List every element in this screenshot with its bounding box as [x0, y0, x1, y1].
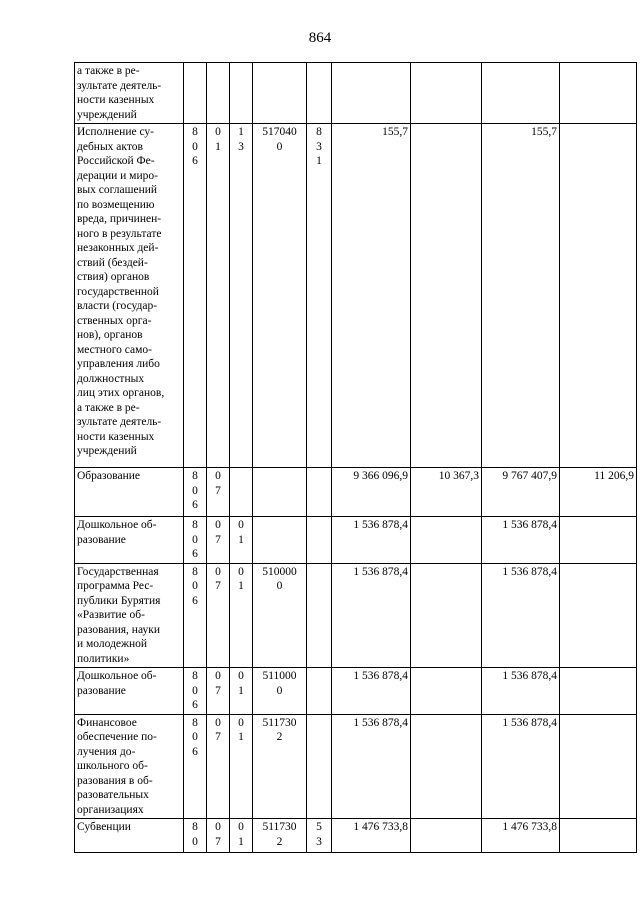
subsection-code-cell	[230, 563, 253, 668]
row-name-line: организациях	[77, 803, 144, 816]
grbs-code-char: 0	[192, 684, 198, 697]
amount-cell-4	[560, 517, 637, 564]
row-name-line: ствий (бездей-	[77, 256, 148, 269]
grbs-code-char: 6	[192, 699, 198, 711]
expense-type-cell	[307, 819, 332, 853]
amount-cell-3: 1 536 878,4	[482, 668, 560, 715]
row-name-line: ствия) органов	[77, 271, 150, 283]
row-name-line: политики»	[77, 652, 130, 665]
subsection-code-char: 1	[238, 835, 244, 848]
row-name-line: «Развитие об-	[77, 609, 145, 621]
expense-type-cell	[307, 668, 332, 715]
table-row	[75, 124, 637, 468]
amount-cell-4	[560, 124, 637, 468]
table-row	[75, 563, 637, 668]
section-code-cell	[207, 714, 230, 819]
grbs-code-char: 8	[192, 821, 198, 833]
target-article-cell	[253, 563, 307, 668]
section-code-cell	[207, 563, 230, 668]
section-code-char: 0	[215, 470, 221, 482]
row-name-line: лучения до-	[77, 745, 136, 758]
section-code-cell	[207, 63, 230, 124]
row-name-cell	[75, 819, 184, 853]
subsection-code-char: 1	[238, 533, 244, 546]
grbs-code-char: 8	[192, 565, 198, 578]
row-name-line: должностных	[77, 372, 145, 385]
row-name-line: ственных орга-	[77, 314, 152, 327]
subsection-code-char: 0	[238, 821, 244, 833]
target-article-cell	[253, 468, 307, 517]
section-code-char: 0	[215, 519, 221, 531]
section-code-char: 7	[215, 533, 221, 546]
target-article-cell	[253, 124, 307, 468]
grbs-code-cell	[184, 714, 207, 819]
target-article-char: 2	[276, 835, 283, 848]
expense-type-cell	[307, 63, 332, 124]
budget-table	[74, 62, 637, 853]
amount-cell-1: 1 536 878,4	[332, 714, 411, 819]
row-name-line: власти (государ-	[77, 300, 158, 312]
subsection-code-char: 1	[238, 580, 244, 592]
row-name-line: Дошкольное об-	[77, 519, 157, 531]
target-article-cell	[253, 517, 307, 564]
section-code-char: 0	[215, 716, 221, 729]
section-code-char: 7	[215, 835, 221, 848]
expense-type-char: 3	[316, 140, 322, 153]
table-row	[75, 63, 637, 124]
grbs-code-cell	[184, 124, 207, 468]
table-row	[75, 819, 637, 853]
subsection-code-cell	[230, 819, 253, 853]
target-article-char: 511730	[262, 821, 297, 833]
subsection-code-cell	[230, 468, 253, 517]
row-name-line: учреждений	[77, 445, 137, 457]
row-name-line: Субвенции	[77, 821, 131, 833]
row-name-line: местного само-	[77, 343, 152, 356]
row-name-line: по возмещению	[77, 198, 155, 211]
row-name-line: государственной	[77, 285, 159, 298]
table-row	[75, 468, 637, 517]
grbs-code-char: 8	[192, 470, 198, 482]
grbs-code-char: 6	[192, 548, 198, 560]
amount-cell-3: 1 536 878,4	[482, 714, 560, 819]
grbs-code-char: 8	[192, 519, 198, 531]
grbs-code-char: 0	[192, 731, 198, 743]
section-code-char: 0	[215, 565, 221, 578]
row-name-line: программа Рес-	[77, 580, 154, 592]
row-name-line: зультате деятель-	[77, 416, 162, 428]
subsection-code-char: 1	[238, 731, 244, 743]
section-code-char: 0	[215, 821, 221, 833]
subsection-code-cell	[230, 124, 253, 468]
expense-type-cell	[307, 517, 332, 564]
amount-cell-4	[560, 563, 637, 668]
amount-cell-1	[332, 63, 411, 124]
target-article-char: 2	[276, 731, 283, 743]
row-name-line: лиц этих органов,	[77, 387, 165, 399]
grbs-code-char: 8	[192, 670, 198, 682]
row-name-line: школьного об-	[77, 760, 148, 772]
subsection-code-char: 1	[238, 126, 244, 138]
target-article-cell	[253, 63, 307, 124]
row-name-line: Финансовое	[77, 716, 137, 729]
amount-cell-2: 10 367,3	[411, 468, 482, 517]
row-name-line: учреждений	[77, 108, 137, 121]
amount-cell-4	[560, 63, 637, 124]
amount-cell-3: 9 767 407,9	[482, 468, 560, 517]
amount-cell-2	[411, 124, 482, 468]
amount-cell-1: 1 536 878,4	[332, 563, 411, 668]
row-name-cell	[75, 63, 184, 124]
subsection-code-char: 0	[238, 565, 244, 578]
grbs-code-cell	[184, 563, 207, 668]
row-name-cell	[75, 468, 184, 517]
row-name-line: ности казенных	[77, 430, 155, 443]
section-code-char: 7	[215, 484, 221, 497]
section-code-char: 1	[215, 140, 221, 153]
amount-cell-1: 1 476 733,8	[332, 819, 411, 853]
row-name-line: а также в ре-	[77, 65, 140, 77]
expense-type-char: 8	[316, 126, 322, 138]
target-article-cell	[253, 668, 307, 715]
row-name-line: разования, науки	[77, 623, 160, 636]
row-name-cell	[75, 668, 184, 715]
row-name-line: ного в результате	[77, 227, 162, 240]
section-code-char: 7	[215, 731, 221, 743]
section-code-cell	[207, 517, 230, 564]
row-name-cell	[75, 563, 184, 668]
row-name-line: Образование	[77, 470, 141, 482]
grbs-code-char: 0	[192, 835, 198, 848]
grbs-code-char: 8	[192, 716, 198, 729]
grbs-code-char: 0	[192, 533, 198, 546]
expense-type-cell	[307, 714, 332, 819]
amount-cell-4: 11 206,9	[560, 468, 637, 517]
amount-cell-4	[560, 819, 637, 853]
row-name-line: ности казенных	[77, 94, 155, 106]
grbs-code-char: 6	[192, 745, 198, 758]
grbs-code-cell	[184, 517, 207, 564]
row-name-line: а также в ре-	[77, 401, 140, 414]
section-code-cell	[207, 819, 230, 853]
amount-cell-3	[482, 63, 560, 124]
subsection-code-cell	[230, 668, 253, 715]
target-article-char: 511730	[262, 716, 297, 729]
grbs-code-char: 6	[192, 499, 198, 511]
row-name-line: вреда, причинен-	[77, 213, 162, 225]
row-name-line: незаконных дей-	[77, 242, 159, 254]
expense-type-char: 5	[316, 821, 322, 833]
expense-type-char: 3	[316, 835, 322, 848]
section-code-char: 7	[215, 580, 221, 592]
section-code-cell	[207, 468, 230, 517]
amount-cell-2	[411, 668, 482, 715]
subsection-code-cell	[230, 63, 253, 124]
target-article-char: 0	[276, 140, 283, 153]
grbs-code-char: 0	[192, 140, 198, 153]
page-number: 864	[308, 30, 332, 46]
subsection-code-char: 3	[238, 140, 244, 153]
amount-cell-2	[411, 563, 482, 668]
target-article-cell	[253, 714, 307, 819]
amount-cell-1: 1 536 878,4	[332, 517, 411, 564]
row-name-line: нов), органов	[77, 329, 143, 341]
amount-cell-3: 1 476 733,8	[482, 819, 560, 853]
amount-cell-4	[560, 714, 637, 819]
amount-cell-3: 155,7	[482, 124, 560, 468]
grbs-code-char: 6	[192, 594, 198, 607]
subsection-code-cell	[230, 714, 253, 819]
amount-cell-1: 9 366 096,9	[332, 468, 411, 517]
grbs-code-char: 0	[192, 580, 198, 592]
expense-type-char: 1	[316, 155, 322, 167]
grbs-code-char: 8	[192, 126, 198, 138]
grbs-code-cell	[184, 63, 207, 124]
expense-type-cell	[307, 563, 332, 668]
grbs-code-cell	[184, 819, 207, 853]
amount-cell-2	[411, 63, 482, 124]
amount-cell-4	[560, 668, 637, 715]
grbs-code-char: 0	[192, 484, 198, 497]
row-name-line: Государственная	[77, 565, 159, 578]
grbs-code-char: 6	[192, 155, 198, 167]
subsection-code-cell	[230, 517, 253, 564]
target-article-char: 510000	[262, 565, 297, 578]
amount-cell-1: 155,7	[332, 124, 411, 468]
table-row	[75, 714, 637, 819]
amount-cell-2	[411, 714, 482, 819]
row-name-line: управления либо	[77, 358, 160, 370]
row-name-line: разование	[77, 684, 126, 697]
row-name-line: разование	[77, 533, 126, 546]
row-name-cell	[75, 124, 184, 468]
grbs-code-cell	[184, 468, 207, 517]
amount-cell-1: 1 536 878,4	[332, 668, 411, 715]
target-article-char: 517040	[262, 126, 297, 138]
row-name-line: вых соглашений	[77, 184, 158, 196]
budget-table-body	[75, 63, 637, 853]
row-name-line: разования в об-	[77, 774, 153, 787]
row-name-line: и молодежной	[77, 638, 148, 650]
row-name-line: дебных актов	[77, 140, 143, 153]
amount-cell-2	[411, 517, 482, 564]
row-name-line: зультате деятель-	[77, 79, 162, 92]
expense-type-cell	[307, 124, 332, 468]
subsection-code-char: 0	[238, 670, 244, 682]
target-article-char: 511000	[262, 670, 297, 682]
row-name-line: обеспечение по-	[77, 731, 157, 743]
row-name-line: Дошкольное об-	[77, 670, 157, 682]
row-name-line: Российской Фе-	[77, 155, 155, 167]
section-code-cell	[207, 124, 230, 468]
subsection-code-char: 1	[238, 684, 244, 697]
amount-cell-2	[411, 819, 482, 853]
grbs-code-cell	[184, 668, 207, 715]
amount-cell-3: 1 536 878,4	[482, 563, 560, 668]
target-article-char: 0	[276, 580, 283, 592]
section-code-cell	[207, 668, 230, 715]
row-name-cell	[75, 714, 184, 819]
section-code-char: 7	[215, 684, 221, 697]
section-code-char: 0	[215, 670, 221, 682]
row-name-line: дерации и миро-	[77, 169, 158, 182]
row-name-line: разовательных	[77, 789, 149, 801]
target-article-char: 0	[276, 684, 283, 697]
amount-cell-3: 1 536 878,4	[482, 517, 560, 564]
expense-type-cell	[307, 468, 332, 517]
target-article-cell	[253, 819, 307, 853]
subsection-code-char: 0	[238, 716, 244, 729]
table-row	[75, 517, 637, 564]
section-code-char: 0	[215, 126, 221, 138]
table-row	[75, 668, 637, 715]
row-name-cell	[75, 517, 184, 564]
subsection-code-char: 0	[238, 519, 244, 531]
row-name-line: публики Бурятия	[77, 594, 161, 607]
row-name-line: Исполнение су-	[77, 126, 154, 138]
